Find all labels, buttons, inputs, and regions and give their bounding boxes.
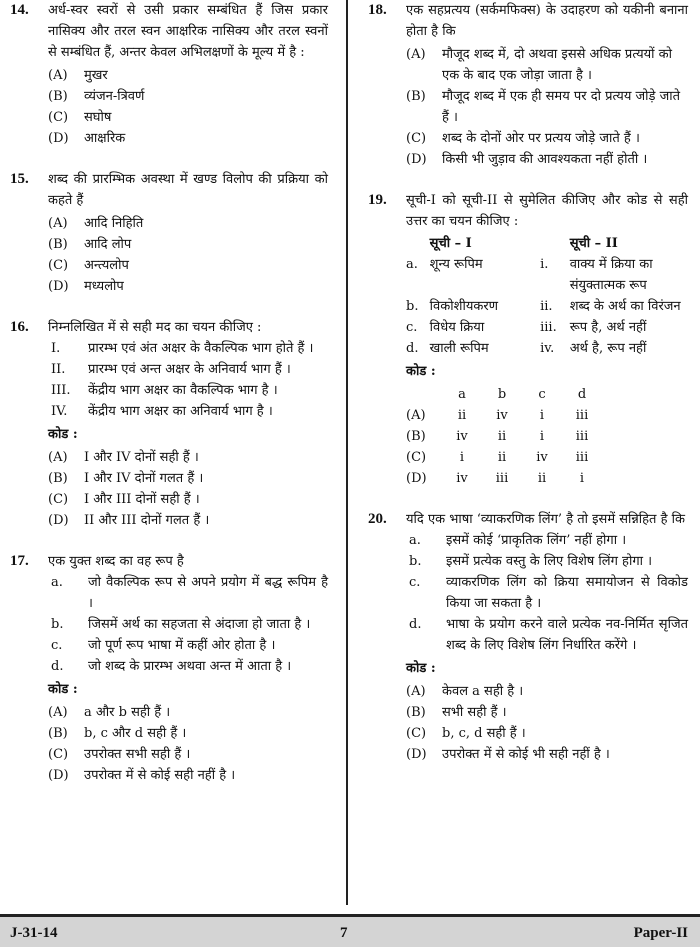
statement-text: इसमें प्रत्येक वस्तु के लिए विशेष लिंग होगा । xyxy=(446,554,653,569)
question-number: 18. xyxy=(368,2,387,18)
question-19 xyxy=(368,190,688,489)
list2-label: i. xyxy=(540,257,549,272)
option-text: उपरोक्त सभी सही हैं । xyxy=(84,747,191,762)
option-text: मुखर xyxy=(84,68,108,83)
question-number: 19. xyxy=(368,192,387,208)
code-cell: iv xyxy=(536,450,548,465)
option-label: (D) xyxy=(406,747,427,762)
statement-text: भाषा के प्रयोग करने वाले प्रत्येक नव-निर्मित सृजित शब्द के लिए विशेष लिंग निर्धारित करेंगे । xyxy=(446,617,688,653)
option-label: (A) xyxy=(48,450,68,465)
statement-label: a. xyxy=(409,533,421,548)
option-label: (D) xyxy=(48,513,69,528)
option-text: सघोष xyxy=(84,110,112,125)
code-cell: iv xyxy=(456,471,468,486)
option-text: b, c, d सही हैं । xyxy=(442,726,526,741)
lists-header xyxy=(406,233,688,254)
code-col-header: c xyxy=(538,387,546,402)
question-number: 17. xyxy=(10,553,29,569)
list-row xyxy=(406,317,688,338)
option-label: (A) xyxy=(48,705,68,720)
question-20 xyxy=(368,509,688,765)
statement-label: c. xyxy=(51,638,63,653)
question-number: 20. xyxy=(368,511,387,527)
code-row-label: (B) xyxy=(406,429,426,444)
statement-text: जो शब्द के प्रारम्भ अथवा अन्त में आता है । xyxy=(88,659,292,674)
statement-c xyxy=(406,572,688,614)
option-text: a और b सही हैं । xyxy=(84,705,171,720)
option-text: उपरोक्त में से कोई भी सही नहीं है । xyxy=(442,747,610,762)
statement-label: d. xyxy=(409,617,422,632)
option-text: b, c और d सही हैं । xyxy=(84,726,187,741)
option-b xyxy=(48,86,328,107)
option-label: (D) xyxy=(406,152,427,167)
code-cell: iii xyxy=(495,471,509,486)
option-b xyxy=(406,702,688,723)
code-cell: i xyxy=(459,450,465,465)
option-b xyxy=(48,468,328,489)
statement-label: d. xyxy=(51,659,64,674)
code-cell: ii xyxy=(497,450,507,465)
page-footer xyxy=(0,914,700,947)
statement-text: इसमें कोई ‘प्राकृतिक लिंग’ नहीं होगा । xyxy=(446,533,627,548)
code-row-a xyxy=(406,405,688,426)
list1-header: सूची – I xyxy=(429,236,472,251)
question-number: 16. xyxy=(10,319,29,335)
statement-2 xyxy=(48,359,328,380)
option-d xyxy=(406,149,688,170)
question-15 xyxy=(10,169,328,297)
code-cell: ii xyxy=(497,429,507,444)
option-label: (C) xyxy=(48,258,69,273)
option-label: (A) xyxy=(48,68,68,83)
question-text: निम्नलिखित में से सही मद का चयन कीजिए : xyxy=(48,320,262,335)
option-c xyxy=(48,255,328,276)
statement-label: IV. xyxy=(51,404,68,419)
statement-c xyxy=(48,635,328,656)
option-label: (C) xyxy=(48,110,69,125)
code-label: कोड : xyxy=(406,661,436,676)
option-label: (B) xyxy=(48,237,68,252)
options xyxy=(48,65,328,149)
list1-label: a. xyxy=(406,257,418,272)
statement-text: केंद्रीय भाग अक्षर का अनिवार्य भाग है । xyxy=(88,404,273,419)
list-row xyxy=(406,338,688,359)
options xyxy=(406,681,688,765)
list1-item: खाली रूपिम xyxy=(429,341,489,356)
option-label: (D) xyxy=(48,768,69,783)
option-d xyxy=(48,765,328,786)
statement-text: प्रारम्भ एवं अन्त अक्षर के अनिवार्य भाग हैं । xyxy=(88,362,291,377)
code-cell: i xyxy=(579,471,585,486)
code-header-row xyxy=(406,384,688,405)
option-text: सभी सही हैं । xyxy=(442,705,507,720)
list1-label: b. xyxy=(406,299,419,314)
option-text: शब्द के दोनों ओर पर प्रत्यय जोड़े जाते हैं । xyxy=(442,131,640,146)
code-cell: i xyxy=(539,429,545,444)
spacer xyxy=(406,233,430,254)
option-text: मध्यलोप xyxy=(84,279,124,294)
list2-item: अर्थ है, रूप नहीं xyxy=(569,341,647,356)
code-cell: i xyxy=(539,408,545,423)
list-row xyxy=(406,254,688,296)
options xyxy=(406,44,688,170)
list2-item: शब्द के अर्थ का विरंजन xyxy=(569,299,681,314)
match-lists xyxy=(406,233,688,359)
options xyxy=(48,213,328,297)
code-table xyxy=(406,384,688,489)
list-row xyxy=(406,296,688,317)
statement-3 xyxy=(48,380,328,401)
code-col-header: a xyxy=(458,387,466,402)
question-14 xyxy=(10,0,328,149)
code-cell: ii xyxy=(537,471,547,486)
option-d xyxy=(406,744,688,765)
question-number: 14. xyxy=(10,2,29,18)
code-cell: iii xyxy=(575,429,589,444)
option-a xyxy=(48,65,328,86)
option-d xyxy=(48,276,328,297)
list1-item: विकोशीयकरण xyxy=(429,299,499,314)
statement-label: c. xyxy=(409,575,421,590)
option-a xyxy=(48,447,328,468)
statement-label: II. xyxy=(51,362,66,377)
list2-header: सूची – II xyxy=(569,236,618,251)
question-text: सूची-I को सूची-II से सुमेलित कीजिए और कोड से सही उत्तर का चयन कीजिए : xyxy=(406,193,688,229)
code-label: कोड : xyxy=(48,682,78,697)
statement-label: a. xyxy=(51,575,63,590)
code-row-label: (D) xyxy=(406,471,427,486)
question-text: अर्ध-स्वर स्वरों से उसी प्रकार सम्बंधित हैं जिस प्रकार नासिक्य और तरल स्वन आक्षरिक नासिक्य और तरल स्वनों से सम्बंधित हैं, अन्तर केवल अभिलक्षणों के मूल्य में है : xyxy=(48,3,328,60)
option-label: (B) xyxy=(48,471,68,486)
statement-label: III. xyxy=(51,383,71,398)
option-label: (C) xyxy=(406,726,427,741)
statement-4 xyxy=(48,401,328,422)
spacer xyxy=(540,233,570,254)
option-label: (A) xyxy=(406,684,426,699)
statement-text: केंद्रीय भाग अक्षर का वैकल्पिक भाग है । xyxy=(88,383,278,398)
statement-label: b. xyxy=(51,617,64,632)
paper-label: Paper-II xyxy=(633,925,688,941)
statement-text: जो वैकल्पिक रूप से अपने प्रयोग में बद्ध रूपिम है । xyxy=(88,575,328,611)
option-label: (A) xyxy=(406,47,426,62)
question-16 xyxy=(10,317,328,531)
code-cell: iii xyxy=(575,408,589,423)
statement-text: जिसमें अर्थ का सहजता से अंदाजा हो जाता है । xyxy=(88,617,311,632)
right-column xyxy=(368,0,688,765)
option-label: (B) xyxy=(406,89,426,104)
statement-d xyxy=(406,614,688,656)
list2-item: वाक्य में क्रिया का संयुक्तात्मक रूप xyxy=(569,257,653,293)
spacer xyxy=(406,384,442,405)
statement-text: जो पूर्ण रूप भाषा में कहीं ओर होता है । xyxy=(88,638,276,653)
statement-b xyxy=(406,551,688,572)
option-d xyxy=(48,128,328,149)
option-text: अन्त्यलोप xyxy=(84,258,129,273)
page-number: 7 xyxy=(340,925,348,941)
option-text: केवल a सही है । xyxy=(442,684,524,699)
option-label: (D) xyxy=(48,131,69,146)
option-a xyxy=(48,213,328,234)
options xyxy=(48,447,328,531)
column-divider xyxy=(346,0,348,905)
option-label: (C) xyxy=(406,131,427,146)
list1-item: शून्य रूपिम xyxy=(429,257,483,272)
option-b xyxy=(48,234,328,255)
list2-item: रूप है, अर्थ नहीं xyxy=(569,320,647,335)
option-text: मौजूद शब्द में एक ही समय पर दो प्रत्यय जोड़े जाते हैं । xyxy=(442,89,681,125)
list2-label: iii. xyxy=(540,320,557,335)
question-number: 15. xyxy=(10,171,29,187)
list1-label: c. xyxy=(406,320,418,335)
option-text: आदि लोप xyxy=(84,237,132,252)
option-a xyxy=(406,681,688,702)
option-text: आक्षरिक xyxy=(84,131,126,146)
option-c xyxy=(48,744,328,765)
code-col-header: d xyxy=(577,387,587,402)
code-cell: iv xyxy=(456,429,468,444)
question-17 xyxy=(10,551,328,786)
paper-code: J-31-14 xyxy=(10,925,58,941)
option-a xyxy=(406,44,688,86)
statement-d xyxy=(48,656,328,677)
code-row-b xyxy=(406,426,688,447)
code-row-c xyxy=(406,447,688,468)
option-text: I और IV दोनों सही हैं । xyxy=(84,450,199,465)
option-text: मौजूद शब्द में, दो अथवा इससे अधिक प्रत्ययों को एक के बाद एक जोड़ा जाता है । xyxy=(442,47,673,83)
statement-1 xyxy=(48,338,328,359)
option-a xyxy=(48,702,328,723)
statement-label: b. xyxy=(409,554,422,569)
code-row-label: (A) xyxy=(406,408,426,423)
question-text: यदि एक भाषा ‘व्याकरणिक लिंग’ है तो इसमें सन्निहित है कि xyxy=(406,512,685,527)
question-text: एक युक्त शब्द का वह रूप है xyxy=(48,554,184,569)
code-label: कोड : xyxy=(48,427,78,442)
option-c xyxy=(48,489,328,510)
statement-a xyxy=(48,572,328,614)
option-text: II और III दोनों गलत हैं । xyxy=(84,513,210,528)
code-cell: ii xyxy=(457,408,467,423)
code-label: कोड : xyxy=(406,364,436,379)
option-label: (B) xyxy=(48,726,68,741)
statement-text: व्याकरणिक लिंग को क्रिया समायोजन से विकोड किया जा सकता है । xyxy=(446,575,688,611)
option-label: (A) xyxy=(48,216,68,231)
list1-item: विधेय क्रिया xyxy=(429,320,485,335)
code-cell: iii xyxy=(575,450,589,465)
question-text: एक सहप्रत्यय (सर्कमफिक्स) के उदाहरण को यकीनी बनाना होता है कि xyxy=(406,3,688,39)
option-b xyxy=(48,723,328,744)
list2-label: iv. xyxy=(540,341,555,356)
code-row-d xyxy=(406,468,688,489)
option-d xyxy=(48,510,328,531)
statement-text: प्रारम्भ एवं अंत अक्षर के वैकल्पिक भाग होते हैं । xyxy=(88,341,314,356)
option-text: I और IV दोनों गलत हैं । xyxy=(84,471,204,486)
option-text: किसी भी जुड़ाव की आवश्यकता नहीं होती । xyxy=(442,152,648,167)
option-c xyxy=(406,723,688,744)
option-c xyxy=(48,107,328,128)
statement-label: I. xyxy=(51,341,61,356)
left-column xyxy=(10,0,328,786)
option-text: व्यंजन-त्रिवर्ण xyxy=(84,89,145,104)
option-text: उपरोक्त में से कोई सही नहीं है । xyxy=(84,768,236,783)
option-label: (C) xyxy=(48,747,69,762)
option-b xyxy=(406,86,688,128)
option-c xyxy=(406,128,688,149)
code-row-label: (C) xyxy=(406,450,427,465)
option-label: (B) xyxy=(48,89,68,104)
code-cell: iv xyxy=(496,408,508,423)
option-label: (D) xyxy=(48,279,69,294)
option-label: (B) xyxy=(406,705,426,720)
list1-label: d. xyxy=(406,341,419,356)
code-col-header: b xyxy=(497,387,507,402)
list2-label: ii. xyxy=(540,299,553,314)
options xyxy=(48,702,328,786)
statement-b xyxy=(48,614,328,635)
question-18 xyxy=(368,0,688,170)
question-text: शब्द की प्रारम्भिक अवस्था में खण्ड विलोप की प्रक्रिया को कहते हैं xyxy=(48,172,328,208)
option-text: आदि निहिति xyxy=(84,216,144,231)
option-text: I और III दोनों सही हैं । xyxy=(84,492,200,507)
statement-a xyxy=(406,530,688,551)
option-label: (C) xyxy=(48,492,69,507)
